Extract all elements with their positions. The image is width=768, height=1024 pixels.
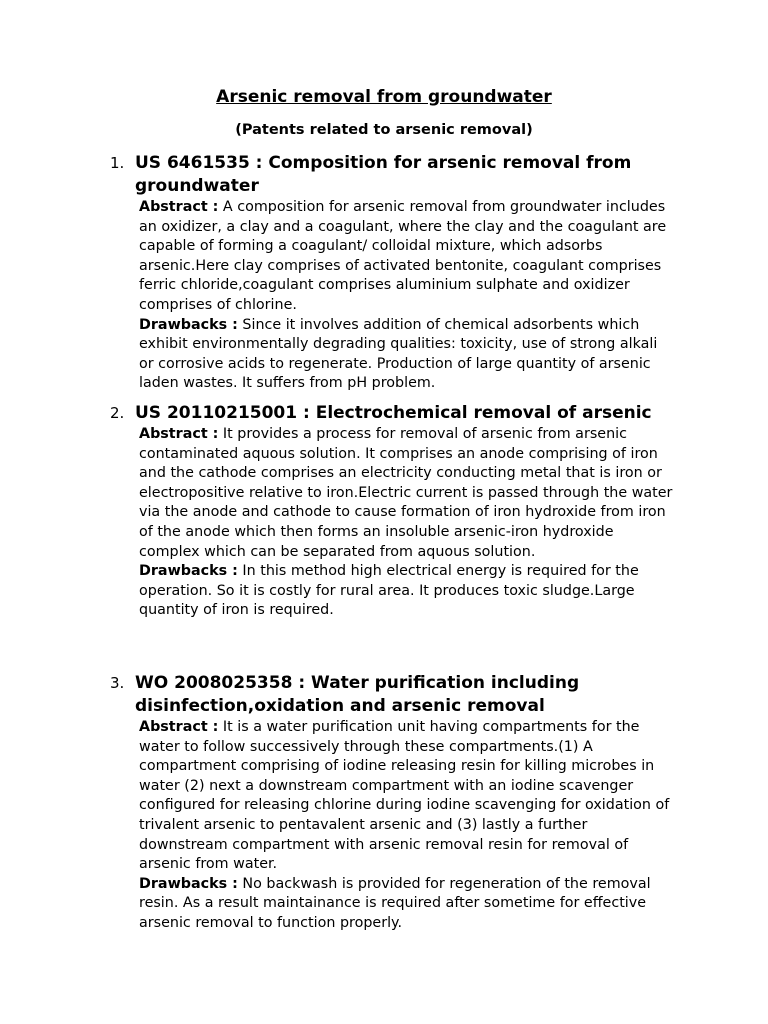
document-title: Arsenic removal from groundwater (216, 87, 552, 107)
abstract-label: Abstract : (139, 719, 219, 735)
patent-number: 2. (110, 404, 125, 422)
patent-heading: WO 2008025358 : Water purification including disinfection,oxidation and arsenic removal (135, 673, 580, 716)
patent-heading: US 6461535 : Composition for arsenic removal from groundwater (135, 153, 632, 196)
patent-heading: US 20110215001 : Electrochemical removal of arsenic (135, 403, 652, 423)
drawbacks-label: Drawbacks : (139, 875, 238, 892)
drawbacks-paragraph (139, 562, 675, 621)
patent-item (110, 152, 685, 394)
abstract-text: It is a water purification unit having compartments for the water to follow successively through these compartments.(1) A compartment comprising of iodine releasing resin for killing microbes in water (2) next a downstream compartment with an iodine scavenger configured for releasing chlorine during iodine scavenging for oxidation of trivalent arsenic to pentavalent arsenic and (3) lastly a further downstream compartment with arsenic removal resin for removal of arsenic from water. (139, 719, 670, 873)
abstract-label: Abstract : (139, 199, 219, 215)
abstract-text: A composition for arsenic removal from groundwater includes an oxidizer, a clay and a coagulant, where the clay and the coagulant are capable of forming a coagulant/ colloidal mixture, which adsorbs arsenic.Here clay comprises of activated bentonite, coagulant comprises ferric chloride,coagulant comprises aluminium sulphate and oxidizer comprises of chlorine. (139, 199, 667, 313)
drawbacks-text: Since it involves addition of chemical adsorbents which exhibit environmentally degrading qualities: toxicity, use of strong alkali or corrosive acids to regenerate. Production of large quantity of arsenic laden wastes. It suffers from pH problem. (139, 316, 658, 392)
abstract-paragraph (139, 718, 675, 875)
document-subtitle: (Patents related to arsenic removal) (235, 122, 533, 138)
patent-number: 1. (110, 154, 125, 172)
patent-number: 3. (110, 674, 125, 692)
drawbacks-label: Drawbacks : (139, 563, 238, 580)
drawbacks-text: No backwash is provided for regeneration of the removal resin. As a result maintainance is required after sometime for effective arsenic removal to function properly. (139, 875, 651, 931)
abstract-text: It provides a process for removal of arsenic from arsenic contaminated aquous solution. It comprises an anode comprising of iron and the cathode comprises an electricity conducting metal that is iron or electropositive relative to iron.Electric current is passed through the water via the anode and cathode to cause formation of iron hydroxide from iron of the anode which then forms an insoluble arsenic-iron hydroxide complex which can be separated from aquous solution. (139, 426, 673, 560)
abstract-paragraph (139, 198, 675, 316)
patent-item (110, 402, 685, 621)
abstract-paragraph (139, 425, 675, 562)
drawbacks-label: Drawbacks : (139, 316, 238, 333)
patent-item (110, 672, 685, 934)
drawbacks-paragraph (139, 316, 675, 394)
drawbacks-paragraph (139, 875, 675, 934)
drawbacks-text: In this method high electrical energy is required for the operation. So it is costly for rural area. It produces toxic sludge.Large quantity of iron is required. (139, 563, 639, 619)
abstract-label: Abstract : (139, 426, 219, 442)
